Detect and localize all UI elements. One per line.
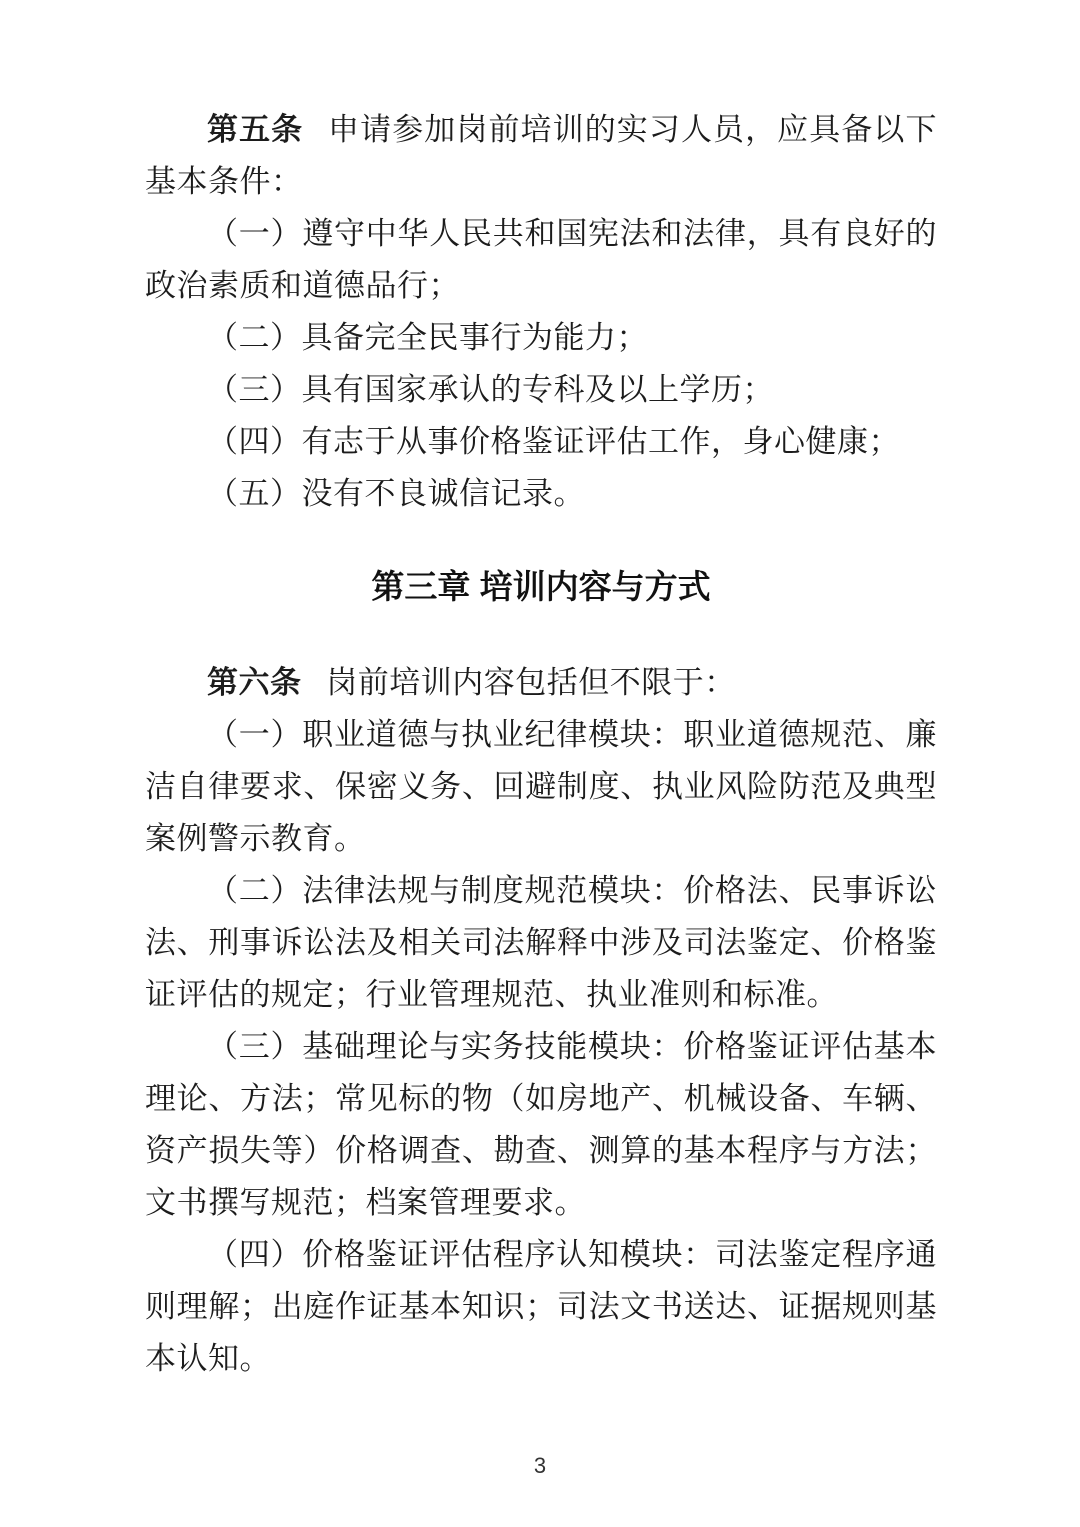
article-6-item-4: （四）价格鉴证评估程序认知模块：司法鉴定程序通则理解；出庭作证基本知识；司法文书送达、证据规则基本认知。 (145, 1237, 937, 1376)
document-content (145, 104, 937, 1385)
chapter-3-heading: 第三章 培训内容与方式 (371, 568, 711, 605)
article-5-item-3: （三）具有国家承认的专科及以上学历； (207, 372, 774, 407)
article-6-item-3: （三）基础理论与实务技能模块：价格鉴证评估基本理论、方法；常见标的物（如房地产、机械设备、车辆、资产损失等）价格调查、勘查、测算的基本程序与方法；文书撰写规范；档案管理要求。 (145, 1029, 937, 1220)
article-5-item-5: （五）没有不良诚信记录。 (207, 476, 585, 511)
article-6-item-1: （一）职业道德与执业纪律模块：职业道德规范、廉洁自律要求、保密义务、回避制度、执业风险防范及典型案例警示教育。 (145, 717, 937, 856)
article-5-paragraph (145, 104, 937, 208)
page-footer (0, 1453, 1080, 1479)
article-6-intro: 岗前培训内容包括但不限于： (326, 665, 736, 700)
article-6-paragraph (145, 657, 937, 709)
article-6-label: 第六条 (207, 665, 302, 700)
page-number: 3 (533, 1453, 547, 1478)
article-5-item-4: （四）有志于从事价格鉴证评估工作，身心健康； (207, 424, 900, 459)
article-5-intro: 申请参加岗前培训的实习人员，应具备以下基本条件： (145, 112, 938, 199)
article-5-label: 第五条 (207, 112, 304, 147)
article-6-item-2: （二）法律法规与制度规范模块：价格法、民事诉讼法、刑事诉讼法及相关司法解释中涉及司法鉴定、价格鉴证评估的规定；行业管理规范、执业准则和标准。 (145, 873, 937, 1012)
article-5-item-2: （二）具备完全民事行为能力； (207, 320, 648, 355)
article-5-item-1: （一）遵守中华人民共和国宪法和法律，具有良好的政治素质和道德品行； (145, 216, 937, 303)
